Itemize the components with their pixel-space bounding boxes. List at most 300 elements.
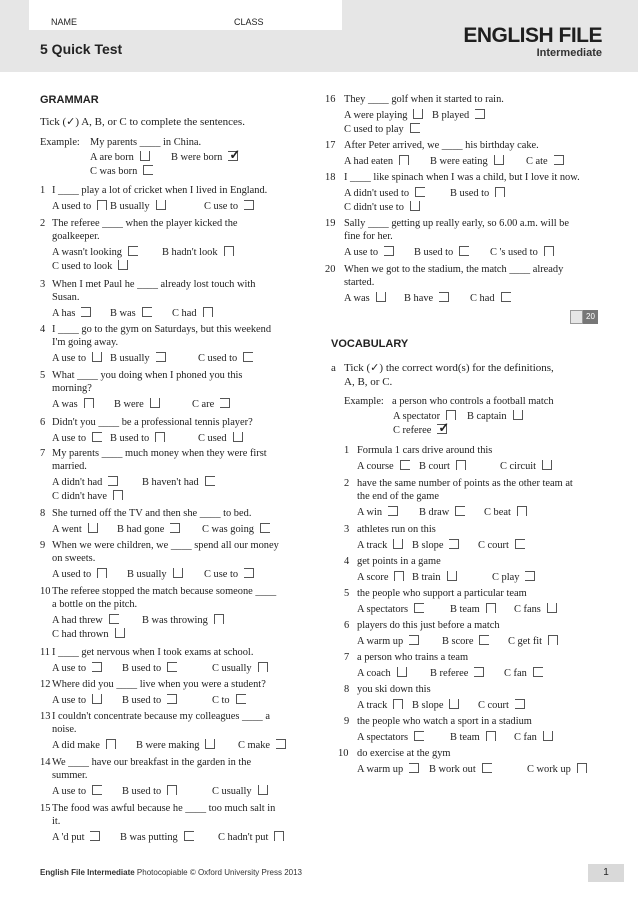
answer-checkbox[interactable]	[244, 199, 256, 209]
option-a[interactable]	[344, 245, 396, 259]
score-entry-box[interactable]	[570, 310, 583, 324]
answer-checkbox[interactable]	[224, 245, 236, 255]
vocab-option-a[interactable]	[357, 459, 412, 473]
score-total: 20	[583, 310, 598, 324]
option-b[interactable]	[110, 431, 167, 445]
checkbox-frame	[486, 603, 496, 613]
option-c[interactable]	[344, 200, 422, 214]
question-number: 9	[40, 540, 46, 551]
tick-mark-icon: ✓	[438, 420, 450, 435]
question-number: 3	[40, 279, 46, 290]
question-number: 19	[325, 218, 336, 229]
answer-checkbox[interactable]	[274, 830, 286, 840]
checkbox-frame	[513, 410, 523, 420]
vocab-option-c[interactable]	[508, 634, 560, 648]
vocab-question-number: 4	[344, 556, 350, 567]
question-stem: The referee ____ when the player kicked the	[52, 218, 238, 229]
checkbox-frame	[97, 200, 107, 210]
vocab-option-a[interactable]	[357, 762, 421, 776]
answer-checkbox[interactable]	[439, 291, 451, 301]
question-stem-cont: fine for her.	[344, 231, 393, 242]
vocab-option-b-label: B team	[450, 604, 480, 615]
answer-checkbox[interactable]	[258, 661, 270, 671]
answer-checkbox[interactable]	[118, 259, 130, 269]
option-c-label: C are	[192, 399, 215, 410]
option-c[interactable]	[204, 567, 256, 581]
answer-checkbox[interactable]	[167, 784, 179, 794]
option-c[interactable]	[526, 154, 566, 168]
option-c-label: C ate	[526, 156, 548, 167]
checkbox-frame	[577, 763, 587, 773]
option-c[interactable]	[192, 397, 232, 411]
option-b[interactable]	[432, 108, 487, 122]
answer-checkbox[interactable]	[515, 698, 527, 708]
checkbox-frame	[92, 662, 102, 672]
answer-checkbox[interactable]	[517, 505, 529, 515]
vocab-example-option-c[interactable]	[393, 420, 450, 437]
checkbox-frame	[447, 571, 457, 581]
option-b-label: B were eating	[430, 156, 488, 167]
answer-checkbox[interactable]	[447, 570, 459, 580]
answer-checkbox[interactable]	[244, 567, 256, 577]
checkbox-frame	[244, 568, 254, 578]
vocab-example-option-a-label: A spectator	[393, 411, 441, 422]
checkbox-frame	[376, 292, 386, 302]
answer-checkbox[interactable]	[547, 602, 559, 612]
answer-checkbox[interactable]	[388, 505, 400, 515]
answer-checkbox[interactable]	[393, 698, 405, 708]
option-a-label: A has	[52, 308, 76, 319]
option-b[interactable]	[110, 351, 168, 365]
vocab-option-a[interactable]	[357, 730, 426, 744]
checkbox-frame	[84, 398, 94, 408]
answer-checkbox[interactable]	[167, 693, 179, 703]
answer-checkbox[interactable]	[97, 199, 109, 209]
checkbox-frame	[410, 201, 420, 211]
checkbox-frame	[205, 476, 215, 486]
vocab-option-c[interactable]	[478, 538, 527, 552]
option-c-label: C didn't use to	[344, 202, 404, 213]
answer-checkbox[interactable]	[449, 538, 461, 548]
answer-checkbox[interactable]	[525, 570, 537, 580]
example-option-b[interactable]	[171, 147, 241, 164]
question-stem: The referee stopped the match because someone ____	[52, 586, 277, 597]
option-c-label: C had	[470, 293, 495, 304]
answer-checkbox[interactable]	[397, 666, 409, 676]
option-b[interactable]	[430, 154, 506, 168]
checkbox-frame	[258, 785, 268, 795]
answer-checkbox[interactable]	[90, 830, 102, 840]
option-a[interactable]	[52, 431, 104, 445]
answer-checkbox[interactable]	[393, 538, 405, 548]
question-number: 10	[40, 586, 51, 597]
answer-checkbox[interactable]	[577, 762, 589, 772]
option-a[interactable]	[52, 661, 104, 675]
option-a[interactable]	[344, 186, 427, 200]
question-stem: Where did you ____ live when you were a student?	[52, 679, 266, 690]
answer-checkbox[interactable]	[109, 613, 121, 623]
answer-checkbox[interactable]	[533, 666, 545, 676]
vocab-option-a[interactable]	[357, 666, 409, 680]
checkbox-frame	[449, 699, 459, 709]
option-b[interactable]	[122, 693, 179, 707]
option-a[interactable]	[52, 245, 140, 259]
checkbox-frame	[142, 307, 152, 317]
vocab-option-c[interactable]	[514, 730, 555, 744]
option-c[interactable]	[52, 627, 127, 641]
answer-checkbox[interactable]	[475, 108, 487, 118]
answer-checkbox[interactable]	[92, 693, 104, 703]
answer-checkbox[interactable]	[92, 351, 104, 361]
answer-checkbox[interactable]	[150, 397, 162, 407]
question-stem: I ____ go to the gym on Saturdays, but this weekend	[52, 324, 272, 335]
answer-checkbox[interactable]	[97, 567, 109, 577]
answer-checkbox[interactable]	[184, 830, 196, 840]
answer-checkbox[interactable]	[414, 730, 426, 740]
checkbox-frame	[517, 506, 527, 516]
answer-checkbox[interactable]	[128, 245, 140, 255]
option-b-label: B were	[114, 399, 144, 410]
option-a-label: A used to	[52, 201, 92, 212]
answer-checkbox[interactable]	[513, 409, 525, 419]
option-a-label: A use to	[52, 433, 87, 444]
answer-checkbox[interactable]	[205, 738, 217, 748]
vocab-option-b[interactable]	[450, 730, 498, 744]
checkbox-frame	[501, 292, 511, 302]
option-c[interactable]	[344, 122, 422, 136]
question-number: 14	[40, 757, 51, 768]
vocab-option-c-label: C work up	[527, 764, 571, 775]
answer-checkbox[interactable]	[113, 489, 125, 499]
vocab-option-c[interactable]	[500, 459, 554, 473]
question-number: 8	[40, 508, 46, 519]
question-stem: After Peter arrived, we ____ his birthday cake.	[344, 140, 539, 151]
answer-checkbox[interactable]	[108, 475, 120, 485]
option-a-label: A wasn't looking	[52, 247, 122, 258]
answer-checkbox[interactable]	[515, 538, 527, 548]
question-number: 2	[40, 218, 46, 229]
answer-checkbox[interactable]	[92, 431, 104, 441]
option-b[interactable]	[127, 567, 185, 581]
option-a[interactable]	[52, 397, 96, 411]
answer-checkbox[interactable]	[92, 661, 104, 671]
question-stem: She turned off the TV and then she ____ to bed.	[52, 508, 252, 519]
answer-checkbox[interactable]	[170, 522, 182, 532]
option-c[interactable]	[470, 291, 513, 305]
option-c[interactable]	[204, 199, 256, 213]
option-c[interactable]	[202, 522, 272, 536]
option-b[interactable]	[117, 522, 182, 536]
option-a[interactable]	[52, 306, 93, 320]
option-c[interactable]	[212, 784, 270, 798]
option-b[interactable]	[136, 738, 217, 752]
option-c[interactable]	[198, 351, 255, 365]
vocab-question-number: 9	[344, 716, 350, 727]
answer-checkbox[interactable]	[84, 397, 96, 407]
checkbox-frame	[515, 539, 525, 549]
answer-checkbox[interactable]	[542, 459, 554, 469]
option-a[interactable]	[52, 830, 102, 844]
option-c-label: C use to	[204, 201, 239, 212]
answer-checkbox[interactable]	[459, 245, 471, 255]
answer-checkbox[interactable]	[92, 784, 104, 794]
answer-checkbox[interactable]	[409, 762, 421, 772]
answer-checkbox[interactable]	[482, 762, 494, 772]
vocab-option-a[interactable]	[357, 698, 405, 712]
answer-checkbox[interactable]	[455, 505, 467, 515]
answer-checkbox[interactable]	[486, 730, 498, 740]
answer-checkbox[interactable]	[258, 784, 270, 794]
vocab-option-a[interactable]	[357, 570, 406, 584]
option-b-label: B was	[110, 308, 136, 319]
answer-checkbox[interactable]	[394, 570, 406, 580]
vocab-option-b[interactable]	[429, 762, 494, 776]
question-number: 7	[40, 448, 46, 459]
answer-checkbox[interactable]	[400, 459, 412, 469]
vocab-option-c[interactable]	[514, 602, 559, 616]
checkbox-frame	[482, 763, 492, 773]
option-c[interactable]	[238, 738, 288, 752]
vocab-definition: you ski down this	[357, 684, 431, 695]
option-c[interactable]	[52, 259, 130, 273]
vocab-option-b[interactable]	[412, 538, 461, 552]
vocab-example-option-c-label: C referee	[393, 425, 432, 436]
answer-checkbox[interactable]	[384, 245, 396, 255]
option-c[interactable]	[212, 661, 270, 675]
vocab-example-option-b-label: B captain	[467, 411, 507, 422]
vocab-example-option-b[interactable]	[467, 409, 525, 423]
option-a[interactable]	[344, 154, 411, 168]
vocab-definition: players do this just before a match	[357, 620, 500, 631]
answer-checkbox[interactable]	[140, 150, 152, 160]
answer-checkbox[interactable]	[155, 431, 167, 441]
checkbox-frame	[409, 635, 419, 645]
checkbox-frame	[533, 667, 543, 677]
vocab-option-c[interactable]	[527, 762, 589, 776]
vocab-option-c-label: C fan	[504, 668, 527, 679]
vocab-option-a-label: A course	[357, 461, 394, 472]
option-c[interactable]	[218, 830, 286, 844]
vocab-option-c-label: C get fit	[508, 636, 543, 647]
answer-checkbox[interactable]	[233, 431, 245, 441]
vocab-option-a[interactable]	[357, 634, 421, 648]
option-b[interactable]	[404, 291, 451, 305]
example-option-a[interactable]	[90, 150, 152, 164]
answer-checkbox[interactable]	[456, 459, 468, 469]
answer-checkbox[interactable]	[156, 199, 168, 209]
vocab-option-b[interactable]	[412, 698, 461, 712]
option-c[interactable]	[198, 431, 245, 445]
answer-checkbox[interactable]	[143, 164, 155, 174]
option-a[interactable]	[52, 351, 104, 365]
question-stem-cont: summer.	[52, 770, 88, 781]
option-c-label: C used to	[198, 353, 238, 364]
answer-checkbox[interactable]	[376, 291, 388, 301]
vocab-option-b-label: B score	[442, 636, 474, 647]
answer-checkbox[interactable]	[548, 634, 560, 644]
question-stem: The food was awful because he ____ too much salt in	[52, 803, 276, 814]
question-number: 17	[325, 140, 336, 151]
question-stem: I ____ like spinach when I was a child, but I love it now.	[344, 172, 580, 183]
vocab-option-c-label: C fan	[514, 732, 537, 743]
answer-checkbox[interactable]	[413, 108, 425, 118]
answer-checkbox[interactable]	[495, 186, 507, 196]
option-b-label: B used to	[122, 786, 162, 797]
answer-checkbox[interactable]	[486, 602, 498, 612]
answer-checkbox[interactable]	[243, 351, 255, 361]
vocab-option-c[interactable]	[478, 698, 527, 712]
vocab-option-c[interactable]	[484, 505, 529, 519]
answer-checkbox[interactable]	[205, 475, 217, 485]
answer-checkbox[interactable]	[228, 147, 241, 162]
option-c[interactable]	[212, 693, 248, 707]
checkbox-frame	[544, 246, 554, 256]
option-b[interactable]	[110, 199, 168, 213]
question-number: 1	[40, 185, 46, 196]
answer-checkbox[interactable]	[494, 154, 506, 164]
option-b-label: B used to	[122, 695, 162, 706]
level-label: Intermediate	[536, 47, 602, 59]
option-c[interactable]	[52, 489, 125, 503]
option-a[interactable]	[52, 693, 104, 707]
checkbox-frame	[224, 246, 234, 256]
checkbox-frame	[113, 490, 123, 500]
checkbox-frame	[92, 432, 102, 442]
answer-checkbox[interactable]	[81, 306, 93, 316]
answer-checkbox[interactable]	[410, 122, 422, 132]
option-c-label: C used to look	[52, 261, 113, 272]
answer-checkbox[interactable]	[260, 522, 272, 532]
answer-checkbox[interactable]	[544, 245, 556, 255]
option-b-label: B had gone	[117, 524, 165, 535]
answer-checkbox[interactable]	[554, 154, 566, 164]
answer-checkbox[interactable]	[220, 397, 232, 407]
answer-checkbox[interactable]	[88, 522, 100, 532]
checkbox-frame	[399, 155, 409, 165]
answer-checkbox[interactable]	[410, 200, 422, 210]
option-b[interactable]	[114, 397, 162, 411]
answer-checkbox[interactable]	[409, 634, 421, 644]
answer-checkbox[interactable]	[543, 730, 555, 740]
vocab-question-number: 5	[344, 588, 350, 599]
question-stem: When we got to the stadium, the match ____ already	[344, 264, 564, 275]
option-c-label: C hadn't put	[218, 832, 269, 843]
answer-checkbox[interactable]	[399, 154, 411, 164]
vocab-option-b[interactable]	[430, 666, 486, 680]
option-b-label: B was throwing	[142, 615, 208, 626]
answer-checkbox[interactable]	[414, 602, 426, 612]
checkbox-frame	[475, 109, 485, 119]
question-stem-cont: goalkeeper.	[52, 231, 100, 242]
vocab-option-b-label: B work out	[429, 764, 476, 775]
answer-checkbox[interactable]	[156, 351, 168, 361]
vocab-option-b[interactable]	[412, 570, 459, 584]
answer-checkbox[interactable]	[115, 627, 127, 637]
option-a[interactable]	[52, 199, 109, 213]
example-option-c[interactable]	[90, 164, 155, 178]
vocab-option-b[interactable]	[419, 505, 467, 519]
option-a-label: A use to	[52, 663, 87, 674]
vocab-option-b[interactable]	[419, 459, 468, 473]
vocab-option-b[interactable]	[442, 634, 491, 648]
checkbox-frame	[92, 785, 102, 795]
option-a-label: A had threw	[52, 615, 103, 626]
answer-checkbox[interactable]	[106, 738, 118, 748]
answer-checkbox[interactable]	[173, 567, 185, 577]
vocab-option-a-label: A track	[357, 540, 388, 551]
option-a[interactable]	[52, 475, 120, 489]
checkbox-frame	[167, 662, 177, 672]
vocab-option-c[interactable]	[504, 666, 545, 680]
option-b[interactable]	[162, 245, 236, 259]
option-a-label: A had eaten	[344, 156, 394, 167]
vocab-example-stem: a person who controls a football match	[392, 396, 554, 407]
vocab-option-a[interactable]	[357, 602, 426, 616]
option-b[interactable]	[110, 306, 154, 320]
class-label: CLASS	[234, 17, 264, 27]
option-b[interactable]	[450, 186, 507, 200]
option-b[interactable]	[142, 475, 217, 489]
option-a[interactable]	[52, 522, 100, 536]
option-b[interactable]	[142, 613, 226, 627]
vocab-option-a[interactable]	[357, 505, 400, 519]
answer-checkbox[interactable]	[437, 420, 450, 435]
vocab-option-b[interactable]	[450, 602, 498, 616]
answer-checkbox[interactable]	[142, 306, 154, 316]
option-a[interactable]	[52, 567, 109, 581]
option-a[interactable]	[52, 613, 121, 627]
option-a[interactable]	[344, 291, 388, 305]
answer-checkbox[interactable]	[449, 698, 461, 708]
answer-checkbox[interactable]	[415, 186, 427, 196]
answer-checkbox[interactable]	[167, 661, 179, 671]
vocab-question-number: 3	[344, 524, 350, 535]
answer-checkbox[interactable]	[446, 409, 458, 419]
question-number: 20	[325, 264, 336, 275]
option-b[interactable]	[122, 784, 179, 798]
answer-checkbox[interactable]	[474, 666, 486, 676]
checkbox-frame	[108, 476, 118, 486]
option-b[interactable]	[414, 245, 471, 259]
option-a-label: A use to	[52, 353, 87, 364]
vocab-option-c[interactable]	[492, 570, 537, 584]
answer-checkbox[interactable]	[276, 738, 288, 748]
option-a[interactable]	[52, 784, 104, 798]
answer-checkbox[interactable]	[203, 306, 215, 316]
option-a[interactable]	[52, 738, 118, 752]
question-number: 16	[325, 94, 336, 105]
grammar-score-box	[570, 310, 598, 324]
vocab-definition: have the same number of points as the other team at	[357, 478, 573, 489]
option-a-label: A use to	[52, 695, 87, 706]
answer-checkbox[interactable]	[501, 291, 513, 301]
option-c[interactable]	[490, 245, 556, 259]
option-b[interactable]	[122, 661, 179, 675]
vocab-option-a[interactable]	[357, 538, 405, 552]
option-a[interactable]	[344, 108, 425, 122]
question-stem-cont: morning?	[52, 383, 92, 394]
checkbox-frame	[233, 432, 243, 442]
vocab-definition: the people who support a particular team	[357, 588, 527, 599]
option-c-label: C usually	[212, 786, 252, 797]
grammar-instruction: Tick (✓) A, B, or C to complete the sentences.	[40, 116, 245, 128]
option-c[interactable]	[172, 306, 215, 320]
answer-checkbox[interactable]	[214, 613, 226, 623]
answer-checkbox[interactable]	[479, 634, 491, 644]
answer-checkbox[interactable]	[236, 693, 248, 703]
option-c-label: C make	[238, 740, 271, 751]
option-b[interactable]	[120, 830, 196, 844]
